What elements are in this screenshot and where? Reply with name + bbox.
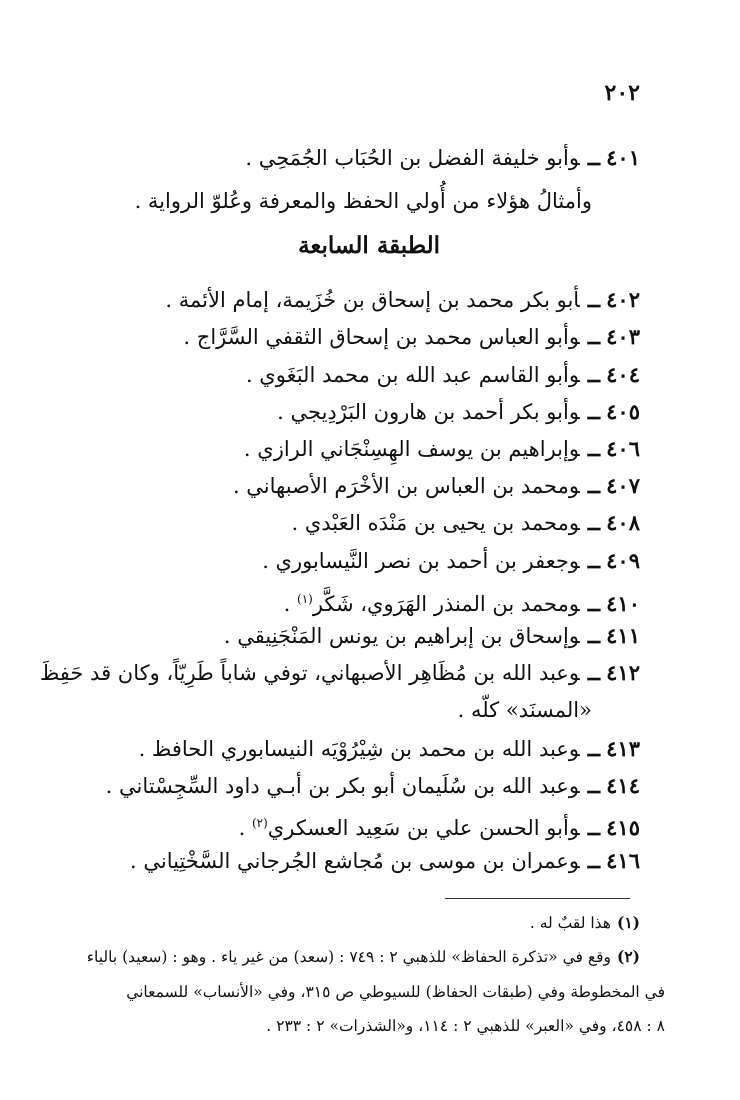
entry-dash: ــ bbox=[587, 623, 600, 648]
entry-text: وجعفر بن أحمد بن نصر النَّيسابوري . bbox=[262, 549, 580, 573]
footnote-2 bbox=[87, 944, 640, 970]
entry-number: ٤٠٦ bbox=[606, 436, 640, 461]
entry-text: وأبو الحسن علي بن سَعِيد العسكري bbox=[267, 816, 580, 840]
entry-404 bbox=[246, 360, 640, 390]
entry-text: وعبد الله بن مُظَاهِر الأصبهاني، توفي شاباً طَرِيّاً، وكان قد حَفِظَ bbox=[39, 661, 580, 685]
entry-405 bbox=[277, 397, 640, 427]
entry-dash: ــ bbox=[587, 399, 600, 424]
footnote-2-line-3: ٨ : ٤٥٨، وفي «العبر» للذهبي ٢ : ١١٤، و«الشذرات» ٢ : ٢٣٣ . bbox=[266, 1017, 665, 1035]
entry-text: وأبو العباس محمد بن إسحاق الثقفي السَّرَّاج . bbox=[183, 325, 580, 349]
entry-dash: ــ bbox=[587, 287, 600, 312]
entry-text: وإبراهيم بن يوسف الهِسِنْجَاني الرازي . bbox=[243, 437, 580, 461]
entry-number: ٤٠٢ bbox=[606, 287, 640, 312]
footnote-number: (١) bbox=[616, 913, 640, 932]
entry-414 bbox=[106, 771, 640, 801]
entry-415 bbox=[239, 808, 640, 843]
entry-402 bbox=[165, 285, 640, 315]
footnote-marker-1: (١) bbox=[297, 592, 313, 606]
entry-dash: ــ bbox=[587, 473, 600, 498]
entry-text: ومحمد بن المنذر الهَرَوي، شَكَّر bbox=[312, 592, 580, 616]
entry-dash: ــ bbox=[587, 736, 600, 761]
entry-dash: ــ bbox=[587, 436, 600, 461]
entry-number: ٤٠٥ bbox=[606, 399, 640, 424]
entry-416 bbox=[130, 846, 640, 876]
entry-number: ٤١٣ bbox=[606, 736, 640, 761]
entry-number: ٤٠١ bbox=[606, 145, 640, 170]
entry-408 bbox=[291, 508, 640, 538]
entry-410 bbox=[284, 584, 640, 619]
entry-407 bbox=[233, 471, 640, 501]
footnote-number: (٢) bbox=[616, 947, 640, 966]
entry-number: ٤١٢ bbox=[606, 660, 640, 685]
footnote-text: هذا لقبٌ له . bbox=[529, 914, 611, 932]
entry-dash: ــ bbox=[587, 815, 600, 840]
entry-number: ٤٠٧ bbox=[606, 473, 640, 498]
entry-text: ومحمد بن يحيى بن مَنْدَه العَبْدي . bbox=[291, 511, 580, 535]
entry-number: ٤٠٩ bbox=[606, 548, 640, 573]
entry-dash: ــ bbox=[587, 510, 600, 535]
entry-number: ٤٠٨ bbox=[606, 510, 640, 535]
entry-number: ٤١١ bbox=[606, 623, 640, 648]
entry-text-end: . bbox=[283, 592, 297, 616]
entry-number: ٤١٦ bbox=[606, 848, 640, 873]
entry-text: ومحمد بن العباس بن الأخْرَم الأصبهاني . bbox=[232, 474, 580, 498]
entry-412 bbox=[40, 658, 640, 688]
entry-dash: ــ bbox=[587, 362, 600, 387]
entry-dash: ــ bbox=[587, 324, 600, 349]
entry-413 bbox=[139, 734, 640, 764]
entry-403 bbox=[183, 322, 640, 352]
entry-406 bbox=[244, 434, 640, 464]
entry-number: ٤١٠ bbox=[606, 591, 640, 616]
entry-411 bbox=[224, 621, 640, 651]
entry-dash: ــ bbox=[587, 145, 600, 170]
footnote-marker-2: (٢) bbox=[251, 816, 268, 830]
entry-text: وأبو القاسم عبد الله بن محمد البَغَوي . bbox=[245, 363, 580, 387]
entry-dash: ــ bbox=[587, 660, 600, 685]
entry-text: أبو بكر محمد بن إسحاق بن خُزَيمة، إمام الأئمة . bbox=[165, 288, 580, 312]
entry-number: ٤٠٣ bbox=[606, 324, 640, 349]
footnote-text: وقع في «تذكرة الحفاظ» للذهبي ٢ : ٧٤٩ : (سعد) من غير ياء . وهو : (سعيد) بالياء bbox=[86, 948, 611, 966]
paragraph-text: وأمثالُ هؤلاء من أُولي الحفظ والمعرفة وعُلوّ الرواية . bbox=[134, 189, 592, 213]
page-number: ٢٠٢ bbox=[604, 80, 640, 106]
entry-401 bbox=[245, 143, 640, 173]
entry-text: وأبو خليفة الفضل بن الحُبَاب الجُمَحِي . bbox=[245, 146, 580, 170]
entry-dash: ــ bbox=[587, 591, 600, 616]
footnote-divider bbox=[445, 898, 630, 899]
entry-number: ٤١٥ bbox=[606, 815, 640, 840]
entry-text: وعبد الله بن سُلَيمان أبو بكر بن أبـي داود السِّجِسْتاني . bbox=[105, 774, 580, 798]
entry-text: وعمران بن موسى بن مُجاشع الجُرجاني السَّخْتِياني . bbox=[130, 849, 580, 873]
entry-409 bbox=[262, 546, 640, 576]
entry-412-continuation: «المسنَد» كلّه . bbox=[457, 698, 592, 722]
entry-number: ٤١٤ bbox=[606, 773, 640, 798]
entry-number: ٤٠٤ bbox=[606, 362, 640, 387]
section-heading: الطبقة السابعة bbox=[298, 232, 440, 259]
entry-text: وأبو بكر أحمد بن هارون البَرْدِيجي . bbox=[277, 400, 580, 424]
entry-text-end: . bbox=[238, 816, 252, 840]
entry-text: وإسحاق بن إبراهيم بن يونس المَنْجَنِيقي . bbox=[223, 624, 580, 648]
entry-dash: ــ bbox=[587, 773, 600, 798]
entry-dash: ــ bbox=[587, 848, 600, 873]
footnote-1 bbox=[530, 910, 640, 936]
entry-text: وعبد الله بن محمد بن شِيْرُوْيَه النيسابوري الحافظ . bbox=[138, 737, 580, 761]
footnote-2-line-2: في المخطوطة وفي (طبقات الحفاظ) للسيوطي ص ٣١٥، وفي «الأنساب» للسمعاني bbox=[126, 983, 665, 1001]
entry-dash: ــ bbox=[587, 548, 600, 573]
